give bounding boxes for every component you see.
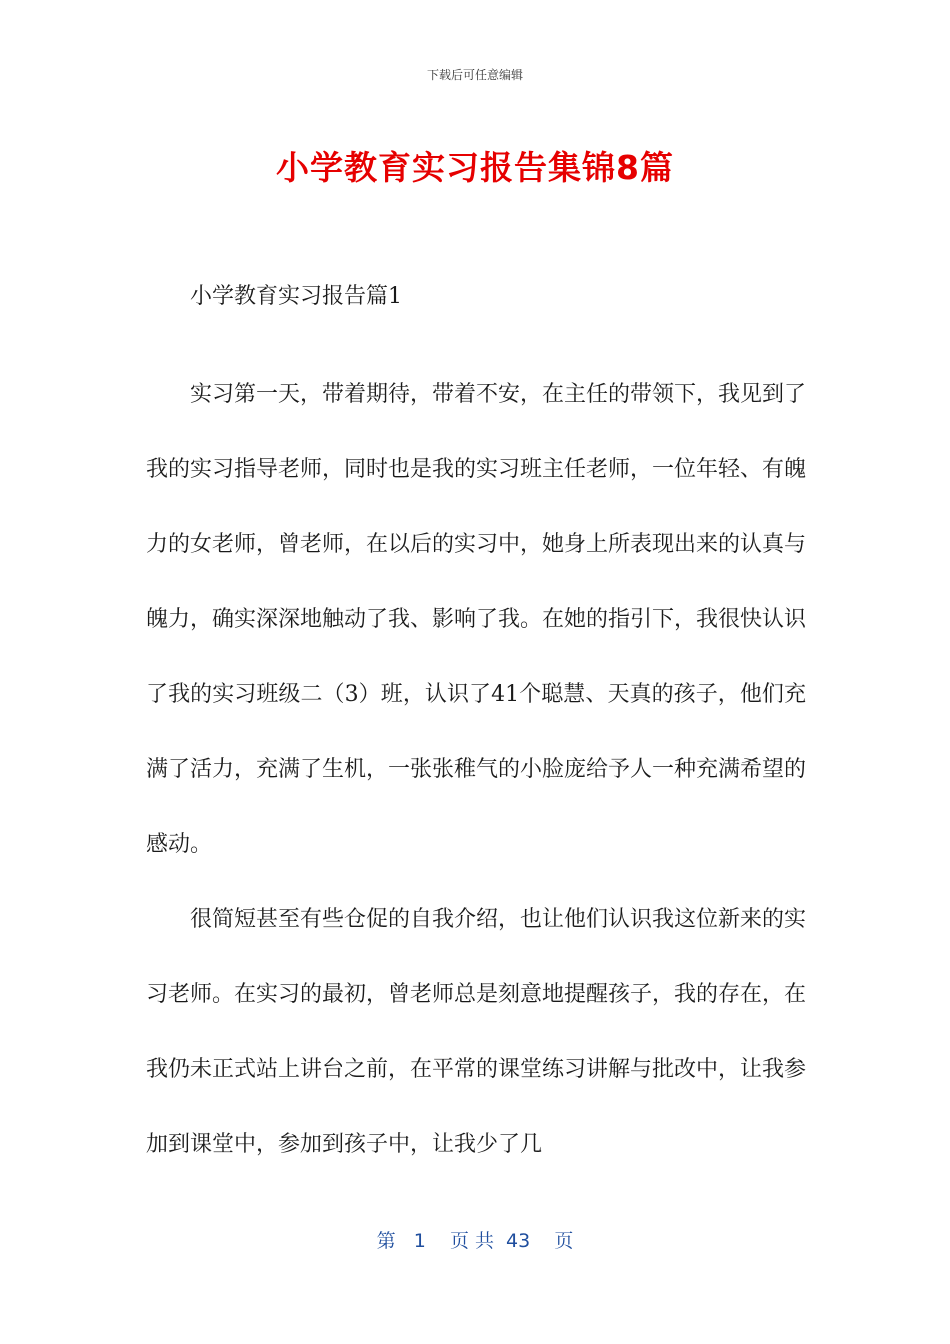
document-title: 小学教育实习报告集锦8篇 <box>276 148 674 187</box>
paragraph-2: 很简短甚至有些仓促的自我介绍，也让他们认识我这位新来的实习老师。在实习的最初，曾老师总是刻意地提醒孩子，我的存在，在我仍未正式站上讲台之前，在平常的课堂练习讲解与批改中，让我参加到课堂中，参加到孩子中，让我少了几 <box>146 907 807 1157</box>
page-footer: 第 1 页 共 43 页 <box>376 1230 574 1252</box>
paragraph-1: 实习第一天，带着期待，带着不安，在主任的带领下，我见到了我的实习指导老师，同时也是我的实习班主任老师，一位年轻、有魄力的女老师，曾老师，在以后的实习中，她身上所表现出来的认真与魄力，确实深深地触动了我、影响了我。在她的指引下，我很快认识了我的实习班级二（3）班，认识了41个聪慧、天真的孩子，他们充满了活力，充满了生机，一张张稚气的小脸庞给予人一种充满希望的感动。 <box>146 382 807 857</box>
document-body <box>146 282 806 1182</box>
section-heading: 小学教育实习报告篇1 <box>190 284 402 309</box>
header-note: 下载后可任意编辑 <box>426 68 523 82</box>
